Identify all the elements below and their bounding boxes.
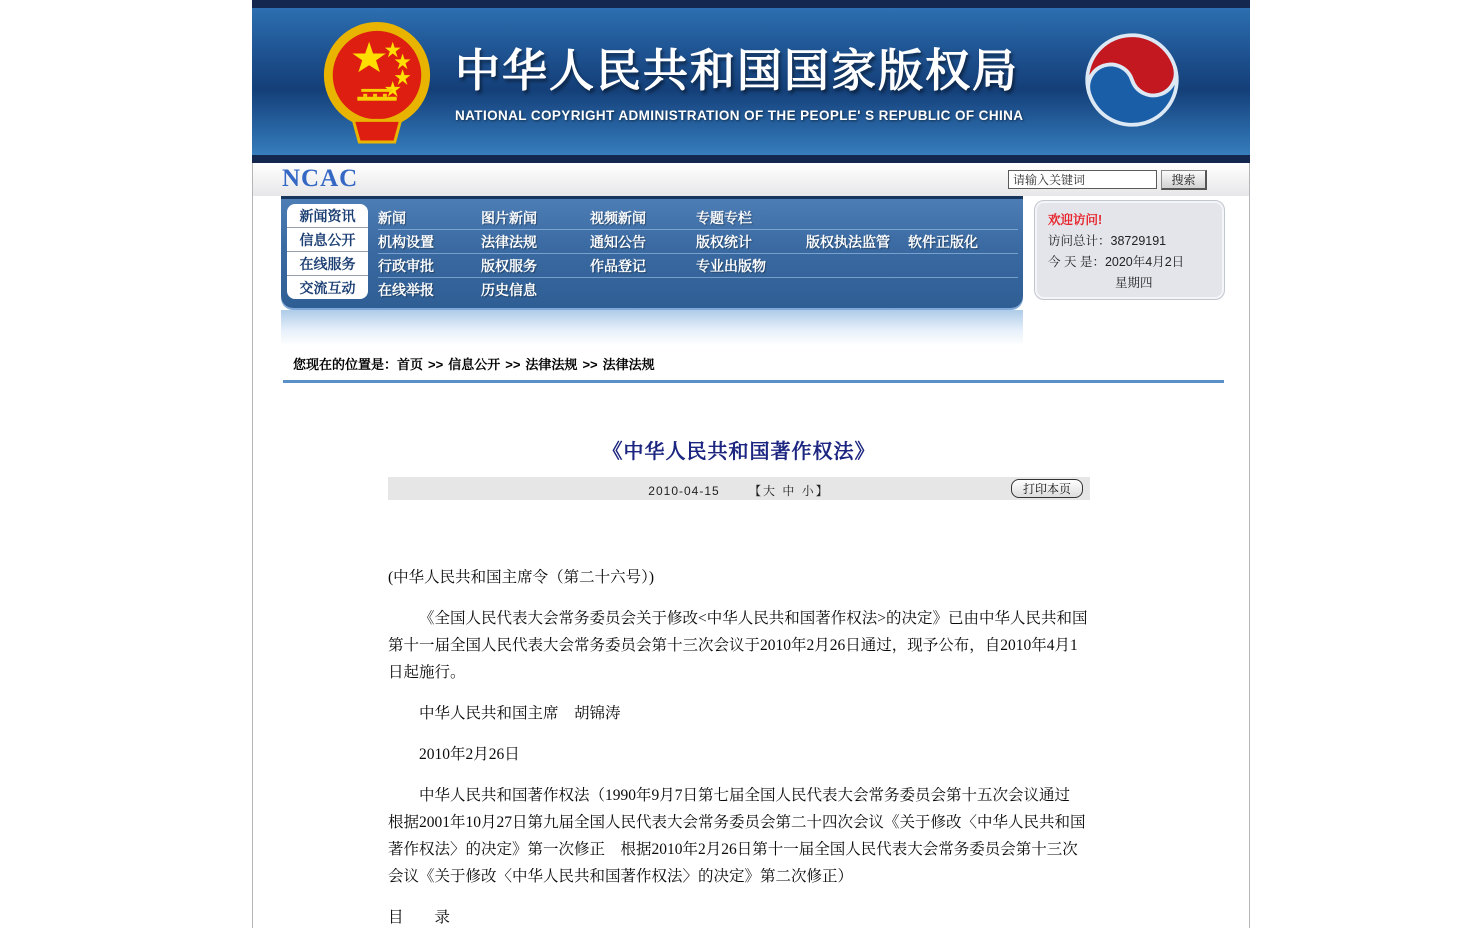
nav-link-notices[interactable]: 通知公告 [590, 233, 646, 250]
nav-link-news[interactable]: 新闻 [378, 209, 406, 226]
page-body [252, 196, 1250, 928]
sidebar-item-info-disclosure[interactable]: 信息公开 [287, 227, 368, 251]
paragraph: 2010年2月26日 [419, 746, 520, 763]
nav-link-admin-approval[interactable]: 行政审批 [378, 257, 434, 274]
nav-menu-row [378, 254, 1018, 278]
article-meta-bar [388, 477, 1090, 500]
breadcrumb [293, 354, 1249, 373]
nav-link-software-legalization[interactable]: 软件正版化 [908, 233, 978, 250]
banner-bottom-strip [252, 155, 1250, 163]
search-button[interactable]: 搜索 [1161, 170, 1207, 190]
paragraph-toc-heading: 目 录 [388, 909, 451, 926]
breadcrumb-prefix: 您现在的位置是： [293, 357, 398, 372]
nav-link-organization[interactable]: 机构设置 [378, 233, 434, 250]
nav-link-photo-news[interactable]: 图片新闻 [481, 209, 537, 226]
search-input[interactable] [1008, 170, 1157, 189]
banner-top-strip [252, 0, 1250, 8]
today-value: 2020年4月2日 [1104, 255, 1185, 269]
site-banner [252, 0, 1250, 163]
sidebar-item-interaction[interactable]: 交流互动 [287, 275, 368, 299]
nav-section [253, 196, 1249, 308]
today-line [1048, 252, 1224, 273]
visitor-info-box [1034, 200, 1225, 300]
breadcrumb-laws-2[interactable]: 法律法规 [602, 357, 655, 372]
article-date: 2010-04-15 [648, 484, 720, 498]
nav-menu-row [378, 206, 1018, 230]
paragraph: 《全国人民代表大会常务委员会关于修改<中华人民共和国著作权法>的决定》已由中华人民共和国第十一届全国人民代表大会常务委员会第十三次会议于2010年2月26日通过，现予公布，自2010年4月1日起施行。 [388, 610, 1088, 681]
visit-total-value: 38729191 [1110, 234, 1167, 248]
banner-subtitle: NATIONAL COPYRIGHT ADMINISTRATION OF THE PEOPLE' S REPUBLIC OF CHINA [455, 108, 1024, 123]
font-size-control[interactable]: 【大 中 小】 [749, 484, 830, 498]
paragraph: 中华人民共和国著作权法（1990年9月7日第七届全国人民代表大会常务委员会第十五次会议通过 根据2001年10月27日第九届全国人民代表大会常务委员会第二十四次会议《关于修改〈中华人民共和国著作权法〉的决定》第一次修正 根据2010年2月26日第十一届全国人民代表大会常务委员会第十三次会议《关于修改〈中华人民共和国著作权法〉的决定》第二次修正） [388, 787, 1086, 885]
sidebar-item-news[interactable]: 新闻资讯 [299, 207, 356, 224]
article-content [388, 564, 1090, 931]
national-emblem-icon [318, 18, 436, 148]
paragraph: 中华人民共和国主席 胡锦涛 [419, 705, 621, 722]
breadcrumb-laws[interactable]: 法律法规 [525, 357, 578, 372]
nav-bar [281, 196, 1023, 308]
nav-link-special-topics[interactable]: 专题专栏 [696, 209, 752, 226]
nav-fade-decoration [281, 310, 1023, 346]
welcome-text: 欢迎访问! [1048, 213, 1103, 227]
breadcrumb-info-disclosure[interactable]: 信息公开 [448, 357, 501, 372]
print-page-button[interactable]: 打印本页 [1011, 479, 1083, 498]
breadcrumb-divider [283, 380, 1224, 383]
nav-link-enforcement[interactable]: 版权执法监管 [806, 233, 890, 250]
nav-menu-grid [378, 206, 1018, 302]
nav-link-work-registration[interactable]: 作品登记 [590, 257, 646, 274]
nav-link-video-news[interactable]: 视频新闻 [590, 209, 646, 226]
page [252, 0, 1250, 928]
article-title: 《中华人民共和国著作权法》 [602, 441, 876, 463]
today-label: 今 天 是： [1048, 255, 1105, 269]
breadcrumb-separator: >> [428, 357, 444, 372]
breadcrumb-separator: >> [582, 357, 598, 372]
nav-link-laws[interactable]: 法律法规 [481, 233, 537, 250]
nav-menu-row [378, 230, 1018, 254]
toolbar-row [252, 163, 1250, 196]
copyright-swirl-logo-icon [1076, 24, 1188, 136]
paragraph: (中华人民共和国主席令（第二十六号）) [388, 569, 655, 586]
nav-link-publications[interactable]: 专业出版物 [696, 257, 766, 274]
visit-total-label: 访问总计： [1048, 234, 1111, 248]
article [388, 435, 1090, 931]
nav-link-online-report[interactable]: 在线举报 [378, 282, 434, 298]
sidebar-item-online-service[interactable]: 在线服务 [287, 251, 368, 275]
nav-menu-row [378, 278, 1018, 302]
nav-link-history[interactable]: 历史信息 [481, 282, 537, 298]
visit-total-line [1048, 231, 1224, 252]
weekday: 星期四 [1115, 276, 1153, 290]
breadcrumb-home[interactable]: 首页 [397, 357, 424, 372]
nav-link-statistics[interactable]: 版权统计 [696, 233, 752, 250]
nav-link-copyright-service[interactable]: 版权服务 [481, 257, 537, 274]
banner-title: 中华人民共和国国家版权局 [455, 45, 1020, 96]
breadcrumb-separator: >> [505, 357, 521, 372]
site-abbr-logo: NCAC [282, 165, 359, 192]
side-menu [287, 204, 368, 299]
